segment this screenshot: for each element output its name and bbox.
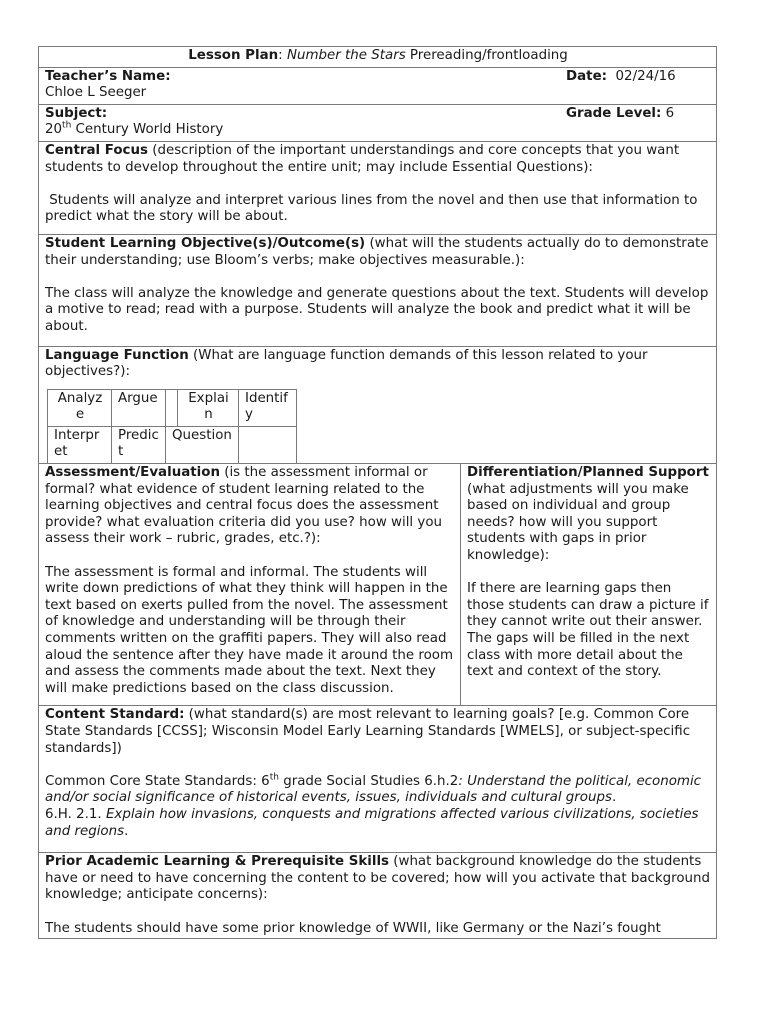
lf-cell-argue: Argue xyxy=(112,389,166,426)
language-function-cell xyxy=(39,346,717,464)
assessment-body: The assessment is formal and informal. The students will write down predictions of what they think will happen in the text based on exerts pulled from the novel. The assessment of knowledge and understanding will be through their comments written on the graffiti papers. They will also read aloud the sentence after they have made it around the room and assess the comments made about the text. Next they will make predictions based on the class discussion. xyxy=(45,564,454,696)
differentiation-cell xyxy=(461,464,717,706)
title-book: Number the Stars xyxy=(286,48,406,63)
differentiation-label: Differentiation/Planned Support xyxy=(467,465,709,481)
standard-1-prefix: Common Core State Standards: 6 xyxy=(45,773,270,789)
standard-1-code: grade Social Studies 6.h.2 xyxy=(278,773,459,789)
lf-cell-blank xyxy=(239,426,297,463)
title-row xyxy=(39,47,717,68)
language-function-table xyxy=(47,389,297,464)
subject-label: Subject: xyxy=(45,105,108,121)
language-function-row xyxy=(39,346,717,464)
central-focus-cell xyxy=(39,141,717,234)
content-standard-cell xyxy=(39,706,717,853)
teacher-row xyxy=(39,67,717,104)
language-function-row-2 xyxy=(48,426,297,463)
central-focus-body: Students will analyze and interpret various lines from the novel and then use that information to predict what the story will be about. xyxy=(45,192,702,225)
objectives-cell xyxy=(39,234,717,346)
assessment-cell xyxy=(39,464,461,706)
subject-value-text: Century World History xyxy=(71,122,224,138)
standard-1-sup: th xyxy=(269,772,279,783)
subject-value-sup: th xyxy=(62,120,72,131)
central-focus-row xyxy=(39,141,717,234)
teacher-label: Teacher’s Name: xyxy=(45,68,171,84)
title-colon: : xyxy=(278,48,287,63)
prior-learning-row xyxy=(39,853,717,938)
title-suffix: Prereading/frontloading xyxy=(405,48,568,63)
content-standard-label: Content Standard: xyxy=(45,707,185,723)
grade-value: 6 xyxy=(665,105,675,121)
subject-value xyxy=(45,122,711,139)
language-function-prompt: (What are language function demands of this lesson related to your objectives?): xyxy=(45,347,648,380)
assessment-prompt: (is the assessment informal or formal? what evidence of student learning related to the learning objectives and central focus does the assessment provide? what evaluation criteria did you use? how will you assess their work – rubric, grades, etc.?): xyxy=(45,465,443,547)
date-label: Date: xyxy=(566,68,608,84)
lesson-plan-document xyxy=(38,46,716,939)
standard-2-end: . xyxy=(124,823,129,839)
assessment-row xyxy=(39,464,717,706)
subject-grade-cell xyxy=(39,104,717,141)
teacher-value: Chloe L Seeger xyxy=(45,85,147,101)
lesson-plan-title xyxy=(39,47,717,68)
objectives-body: The class will analyze the knowledge and generate questions about the text. Students will develop a motive to read; read with a purpose. Students will analyze the book and predict what it will be about. xyxy=(45,285,709,334)
prior-learning-label: Prior Academic Learning & Prerequisite Skills xyxy=(45,854,390,870)
title-prefix: Lesson Plan xyxy=(188,48,279,63)
differentiation-body: If there are learning gaps then those students can draw a picture if they cannot write out their answer. The gaps will be filled in the next class with more detail about the text and context of the story. xyxy=(467,581,709,680)
lf-cell-analyze: Analyz e xyxy=(48,389,112,426)
lf-cell-interpret: Interpr et xyxy=(48,426,112,463)
prior-learning-body: The students should have some prior knowledge of WWII, like Germany or the Nazi’s fought xyxy=(45,920,661,936)
teacher-date-cell xyxy=(39,67,717,104)
central-focus-prompt: (description of the important understandings and core concepts that you want students to develop throughout the entire unit; may include Essential Questions): xyxy=(45,142,680,175)
lf-cell-explain: Explai n xyxy=(178,389,239,426)
lf-cell-predict: Predic t xyxy=(112,426,166,463)
language-function-label: Language Function xyxy=(45,347,189,363)
subject-value-number: 20 xyxy=(45,122,63,138)
standard-1-text: : Understand the political, economic and/or social significance of historical events, issues, individuals and cultural groups xyxy=(45,773,702,806)
content-standard-1 xyxy=(45,774,711,807)
prior-learning-prompt: (what background knowledge do the students have or need to have concerning the content to be covered; how will you activate that background knowledge; anticipate concerns): xyxy=(45,854,711,903)
language-function-row-1 xyxy=(48,389,297,426)
differentiation-prompt: (what adjustments will you make based on individual and group needs? how will you support students with gaps in prior knowledge): xyxy=(467,481,689,564)
lf-cell-question: Question xyxy=(166,426,239,463)
standard-2-code: 6.H. 2.1. xyxy=(45,806,106,822)
central-focus-label: Central Focus xyxy=(45,142,148,158)
lf-cell-identify: Identif y xyxy=(239,389,297,426)
objectives-label: Student Learning Objective(s)/Outcome(s) xyxy=(45,235,366,251)
grade-label: Grade Level: xyxy=(566,105,662,121)
objectives-row xyxy=(39,234,717,346)
content-standard-row xyxy=(39,706,717,853)
assessment-label: Assessment/Evaluation xyxy=(45,465,220,481)
standard-1-end: . xyxy=(611,790,617,806)
subject-row xyxy=(39,104,717,141)
date-value: 02/24/16 xyxy=(615,68,676,84)
standard-2-text: Explain how invasions, conquests and migrations affected various civilizations, societies and regions xyxy=(45,806,699,839)
lf-cell-empty xyxy=(166,389,178,426)
lesson-plan-table xyxy=(38,46,717,939)
content-standard-prompt: (what standard(s) are most relevant to learning goals? [e.g. Common Core State Standards [CCSS]; Wisconsin Model Early Learning Standards [WMELS], or subject-specific standards]) xyxy=(45,707,691,756)
content-standard-2 xyxy=(45,807,711,840)
objectives-prompt: (what will the students actually do to demonstrate their understanding; use Bloom’s verbs; make objectives measurable.): xyxy=(45,235,709,268)
prior-learning-cell xyxy=(39,853,717,938)
